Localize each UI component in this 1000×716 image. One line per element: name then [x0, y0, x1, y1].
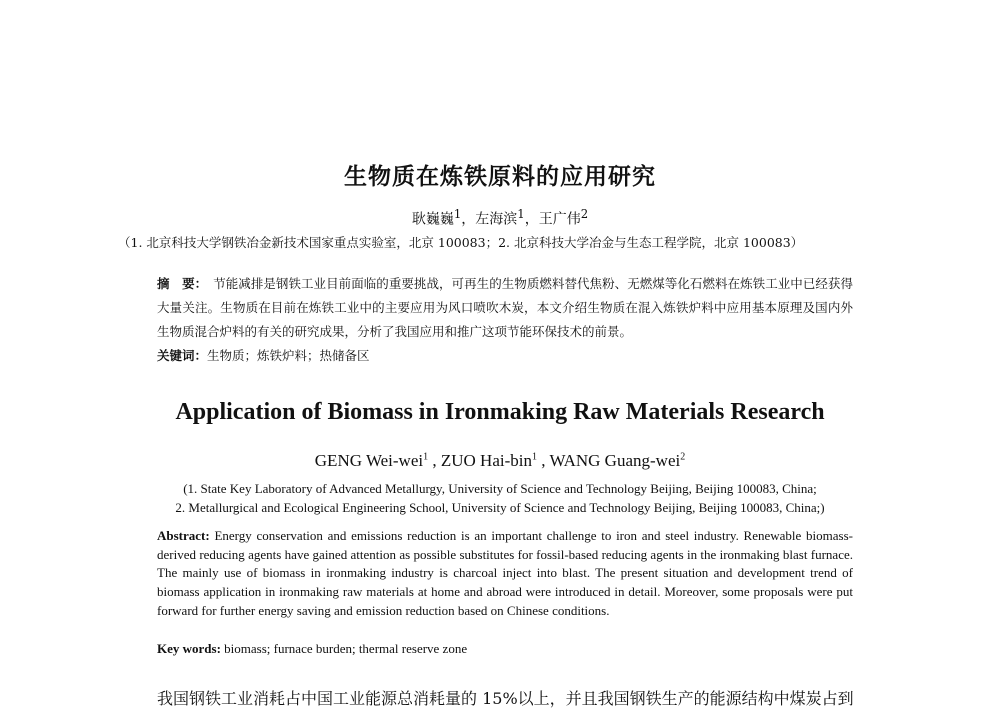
chinese-author: 耿巍巍: [411, 211, 454, 228]
chinese-author: 左海滨: [475, 211, 518, 228]
chinese-abstract: [157, 272, 853, 344]
english-author: ZUO Hai-bin: [440, 451, 532, 470]
english-title: Application of Biomass in Ironmaking Raw Materials Research: [175, 399, 825, 425]
english-keywords: [157, 641, 853, 657]
english-affiliation-line-2: 2. Metallurgical and Ecological Engineering School, University of Science and Technology Beijing, Beijing 100083, China;): [175, 500, 825, 515]
chinese-abstract-text: 节能减排是钢铁工业目前面临的重要挑战，可再生的生物质燃料替代焦粉、无燃煤等化石燃料在炼铁工业中已经获得大量关注。生物质在目前在炼铁工业中的主要应用为风口喷吹木炭，本文介绍生物质在混入炼铁炉料中应用基本原理及国内外生物质混合炉料的有关的研究成果，分析了我国应用和推广这项节能环保技术的前景。: [157, 276, 853, 339]
english-author-list: [0, 451, 1000, 471]
author-affiliation-marker: 1: [423, 451, 429, 463]
author-separator: ,: [536, 451, 550, 470]
english-abstract-label: Abstract:: [157, 528, 210, 543]
author-separator: ,: [428, 451, 441, 470]
author-affiliation-marker: 1: [517, 207, 525, 221]
english-author: GENG Wei-wei: [314, 451, 424, 470]
english-affiliation-line-1: (1. State Key Laboratory of Advanced Metallurgy, University of Science and Technology Beijing, Beijing 100083, China;: [183, 481, 817, 496]
english-abstract-text: Energy conservation and emissions reduction is an important challenge to iron and steel industry. Renewable biomass-derived reducing agents have gained attention as possible substitutes for fossil-based reducing agents in the ironmaking blast furnace. The mainly use of biomass in ironmaking industry is charcoal inject into blast. The present situation and development trend of biomass application in ironmaking raw materials at home and abroad were introduced in detail. Moreover, some proposals were put forward for further energy saving and emission reduction based on Chinese conditions.: [157, 528, 853, 618]
author-affiliation-marker: 1: [453, 207, 462, 221]
chinese-abstract-label: 摘 要：: [157, 276, 208, 291]
english-author: WANG Guang-wei: [549, 451, 681, 470]
english-affiliation: [0, 479, 1000, 517]
body-paragraph: 我国钢铁工业消耗占中国工业能源总消耗量的 15%以上，并且我国钢铁生产的能源结构中煤炭占到: [157, 689, 854, 708]
chinese-author-list: [0, 207, 1000, 229]
author-affiliation-marker: 1: [531, 451, 537, 463]
chinese-keywords: [157, 344, 853, 368]
author-separator: ，: [524, 211, 539, 228]
chinese-author: 王广伟: [538, 211, 581, 228]
author-affiliation-marker: 2: [680, 451, 686, 463]
chinese-keywords-text: 生物质；炼铁炉料；热储备区: [207, 348, 370, 363]
author-separator: ，: [461, 211, 476, 228]
chinese-keywords-label: 关键词：: [157, 348, 208, 363]
english-keywords-label: Key words:: [157, 641, 221, 656]
english-keywords-text: biomass; furnace burden; thermal reserve zone: [224, 641, 468, 656]
author-affiliation-marker: 2: [580, 207, 589, 221]
chinese-title: 生物质在炼铁原料的应用研究: [344, 164, 656, 190]
chinese-affiliation: （1. 北京科技大学钢铁冶金新技术国家重点实验室，北京 100083；2. 北京科技大学冶金与生态工程学院，北京 100083）: [118, 235, 804, 250]
english-abstract: [157, 527, 853, 621]
